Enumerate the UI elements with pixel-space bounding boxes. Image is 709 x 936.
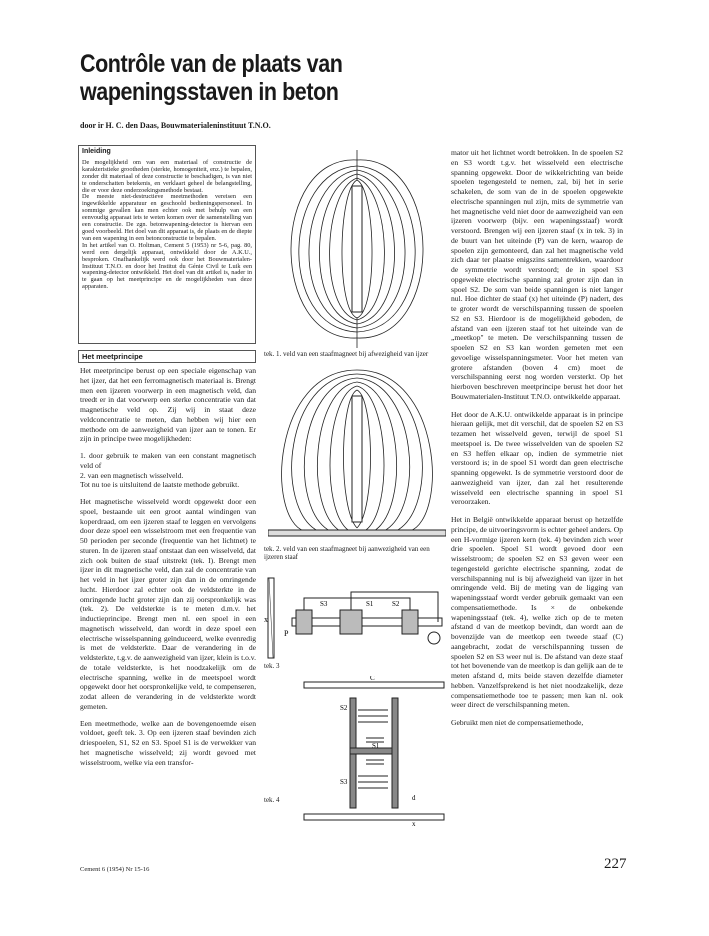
fig4-label-s3: S3 bbox=[340, 778, 348, 786]
page-number: 227 bbox=[604, 856, 627, 872]
fig3-label-s3: S3 bbox=[320, 600, 328, 608]
figure-3-diagram bbox=[262, 572, 448, 660]
intro-paragraph: De meeste niet-destructieve meetmethoden vereisen een ingewikkelde apparatuur en geschoold bedieningspersoneel. In sommige gevallen kan men echter ook met behulp van een eenvoudig apparaat iets te weten komen over de samenstelling van een constructie. De zgn. betonwapening-detector is hiervan een goed voorbeeld. Het doel van dit apparaat is, de plaats en de diepte van een wapening in een betonconstructie te bepalen. bbox=[82, 193, 252, 242]
fig3-label-x: x bbox=[264, 615, 268, 624]
column-right bbox=[451, 148, 623, 736]
fig3-label-s1: S1 bbox=[366, 600, 374, 608]
body-paragraph: mator uit het lichtnet wordt betrokken. In de spoelen S2 en S3 wordt t.g.v. het wisselveld een electrische spanning opgewekt. Door de wikkelrichting van beide spoelen tegengesteld te nemen, zal, bij het in serie schakelen, de som van de in de spoelen opgewekte electrische spanningen nul zijn, mits de symmetrie van het magnetische veld niet door de aanwezigheid van een ijzeren voorwerp (bijv. een wapeningsstaaf) wordt verstoord. Brengen wij een ijzeren staaf (x in tek. 3) in de buurt van het uiteinde (P) van de kern, waarop de spoelen zijn gemonteerd, dan zal het magnetische veld zich daar ter plaatse enigszins samentrekken, waardoor de symmetrie wordt verstoord; de in spoel S3 opgewekte electrische spanning zal groter zijn dan in spoel S2. De som van beide spanningen is niet langer nul. Hoe dichter de staaf (x) het uiteinde (P) nadert, des te groter wordt de verschilspanning tussen de spoelen S2 en S3. Hierdoor is de mogelijkheid geboden, de afstand van een ijzeren staaf tot het uiteinde van de „meetkop" te meten. De verschilspanning tussen de spoelen S2 en S3 kan worden gemeten met een gevoelige wisselspanningsmeter. Voor het meten van grotere afstanden (boven 4 cm) moet de verschilspanning eerst nog worden versterkt. Op het hierboven beschreven meetprincipe berust het door het Bouwmaterialen-Instituut T.N.O. ontwikkelde apparaat. bbox=[451, 148, 623, 401]
footer-citation: Cement 6 (1954) Nr 15-16 bbox=[80, 866, 150, 873]
intro-heading: Inleiding bbox=[82, 148, 111, 155]
fig4-label-d: d bbox=[412, 794, 416, 802]
body-paragraph: Het meetprincipe berust op een speciale eigenschap van het ijzer, dat het een ferromagnetisch materiaal is. Brengt men een ijzeren voorwerp in een magnetisch veld, dan treedt er in dat voorwerp een sterke concentratie van dat magnetische veld op. Zij wij in staat deze veldconcentratie te meten, dan hebben wij hier een methode om de aanwezigheid van ijzer aan te tonen. Er zijn in principe twee mogelijkheden: bbox=[80, 366, 256, 444]
fig4-label-x: x bbox=[412, 820, 416, 828]
figure-3-label: tek. 3 bbox=[264, 662, 280, 670]
body-paragraph: Tot nu toe is uitsluitend de laatste methode gebruikt. bbox=[80, 480, 240, 490]
intro-paragraph: De mogelijkheid om van een materiaal of constructie de karakteristieke grootheden (sterkte, homogeniteit, enz.) te bepalen, zonder dit materiaal of deze constructie te beschadigen, is van niet te onderschatten betekenis, en verklaart geheel de belangstelling, die er voor deze onderzoekingsmethode bestaat. bbox=[82, 158, 252, 194]
fig3-label-s2: S2 bbox=[392, 600, 400, 608]
figure-4-diagram bbox=[300, 676, 448, 828]
list-item: 2. van een magnetisch wisselveld. bbox=[80, 470, 184, 480]
intro-box bbox=[78, 145, 256, 344]
fig4-label-s2: S2 bbox=[340, 704, 348, 712]
body-paragraph: Het door de A.K.U. ontwikkelde apparaat is in principe hieraan gelijk, met dit verschil, dat de spoelen S2 en S3 tezamen het wisselveld geven, terwijl de spoel S1 meetspoel is. De twee wisselvelden van de spoelen S2 en S3 heffen elkaar op, indien de symmetrie niet verstoord is; in de spoel S1 wordt dan geen electrische spanning opgewekt. Is de symmetrie verstoord door de aanwezigheid van ijzer, dan zal het resulterende wisselveld een electrische spanning in spoel S1 veroorzaken. bbox=[451, 409, 623, 507]
intro-paragraph: In het artikel van O. Holtman, Cement 5 (1953) nr 5-6, pag. 80, werd een dergelijk apparaat, ontwikkeld door de A.K.U., besproken. Onafhankelijk werd ook door het Bouwmaterialen-Instituut T.N.O. en door het Institut du Génie Civil te Luik een wapening-detector ontwikkeld. Het doel van dit artikel is, nader in te gaan op het meetprincipe en de mogelijkheden van deze apparaten. bbox=[82, 241, 252, 291]
meetprincipe-heading: Het meetprincipe bbox=[78, 350, 256, 363]
list-item: 1. door gebruik te maken van een constant magnetisch veld of bbox=[80, 451, 256, 470]
body-paragraph: Het in België ontwikkelde apparaat berust op hetzelfde principe, de uitvoeringsvorm is echter geheel anders. Op een H-vormige ijzeren kern (tek. 4) bevinden zich weer drie spoelen. Spoel S1 wordt gevoed door een wisselstroom; de spoelen S2 en S3 geven weer een tegengesteld gerichte electrische spanning, zodat de verschilspanning nul is bij afwezigheid van ijzer in het omringende veld. Bij de meting van de ligging van wapeningsstaaf wordt verder gebruik gemaakt van een compensatiemethode. Is × de onbekende wapeningsstaaf (tek. 4), welke zich op de te meten afstand d van de meetkop bevindt, dan wordt aan de bovenzijde van de meetkop een tweede staaf (C) aangebracht, zodat de verschilspanning tussen de spoelen S2 en S3 weer nul is. De afstand van deze staaf tot het bovenende van de meetkop is dan gelijk aan de te meten afstand d, mits beide staven dezelfde diameter hebben. Vanzelfsprekend is het niet noodzakelijk, deze compensatiemethode toe te passen; men kan nl. ook weer direct de verschilspanning meten. bbox=[451, 515, 623, 710]
body-paragraph: Gebruikt men niet de compensatiemethode, bbox=[451, 718, 584, 727]
fig4-label-c: C bbox=[370, 676, 375, 682]
figure-1-caption: tek. 1. veld van een staafmagneet bij afwezigheid van ijzer bbox=[264, 350, 429, 358]
body-paragraph: Het magnetische wisselveld wordt opgewekt door een spoel, bestaande uit een groot aantal windingen van koperdraad, om een ijzeren staaf te leggen en vervolgens door deze spoel een wisselstroom met een frequentie van 50 perioden per seconde (frequentie van het lichtnet) te sturen. In de ijzeren staaf ontstaat dan een wisselveld, dat zich ook buiten de staaf uitstrekt (tek. I). Brengt men ijzer in dit magnetische veld, dan zal de concentratie van het veld in het ijzer groter zijn dan in de omringende lucht. Hierdoor zal echter ook de veldsterkte in de omringende lucht groter zijn dan zij oorspronkelijk was (tek. 2). De veldsterkte is te meten d.m.v. het inductieprincipe. Brengt men nl. een spoel in een magnetisch wisselveld, dan wordt in deze spoel een electrische wisselspanning geïnduceerd, welke evenredig is met de veldsterkte. Daar de verandering in de veldsterkte, t.g.v. de aanwezigheid van ijzer, klein is t.o.v. de totale veldsterkte, is het noodzakelijk om de electrische spanning, welke in de meetspoel wordt opgewekt door het oorspronkelijke veld, te compenseren, zodat alleen de verandering in de veldsterkte wordt gemeten. bbox=[80, 497, 256, 711]
figure-2-field-lines bbox=[268, 368, 446, 540]
body-paragraph: Een meetmethode, welke aan de bovengenoemde eisen voldoet, geeft tek. 3. Op een ijzeren staaf bevinden zich driespoelen, S1, S2 en S3. Spoel S1 is de verwekker van het magnetische wisselveld; zij wordt gevoed met wisselstroom, welke via een transfor- bbox=[80, 718, 256, 767]
figure-1-field-lines bbox=[268, 150, 446, 348]
article-author: door ir H. C. den Daas, Bouwmaterialeninstituut T.N.O. bbox=[80, 121, 271, 130]
figure-4-label: tek. 4 bbox=[264, 796, 280, 804]
figure-2-caption: tek. 2. veld van een staafmagneet bij aanwezigheid van een ijzeren staaf bbox=[264, 545, 430, 561]
fig3-label-p: P bbox=[284, 629, 289, 638]
article-title: Contrôle van de plaats van wapeningsstaven in beton bbox=[80, 50, 343, 106]
fig4-label-s1: S1 bbox=[372, 742, 380, 750]
column-left bbox=[80, 366, 256, 774]
